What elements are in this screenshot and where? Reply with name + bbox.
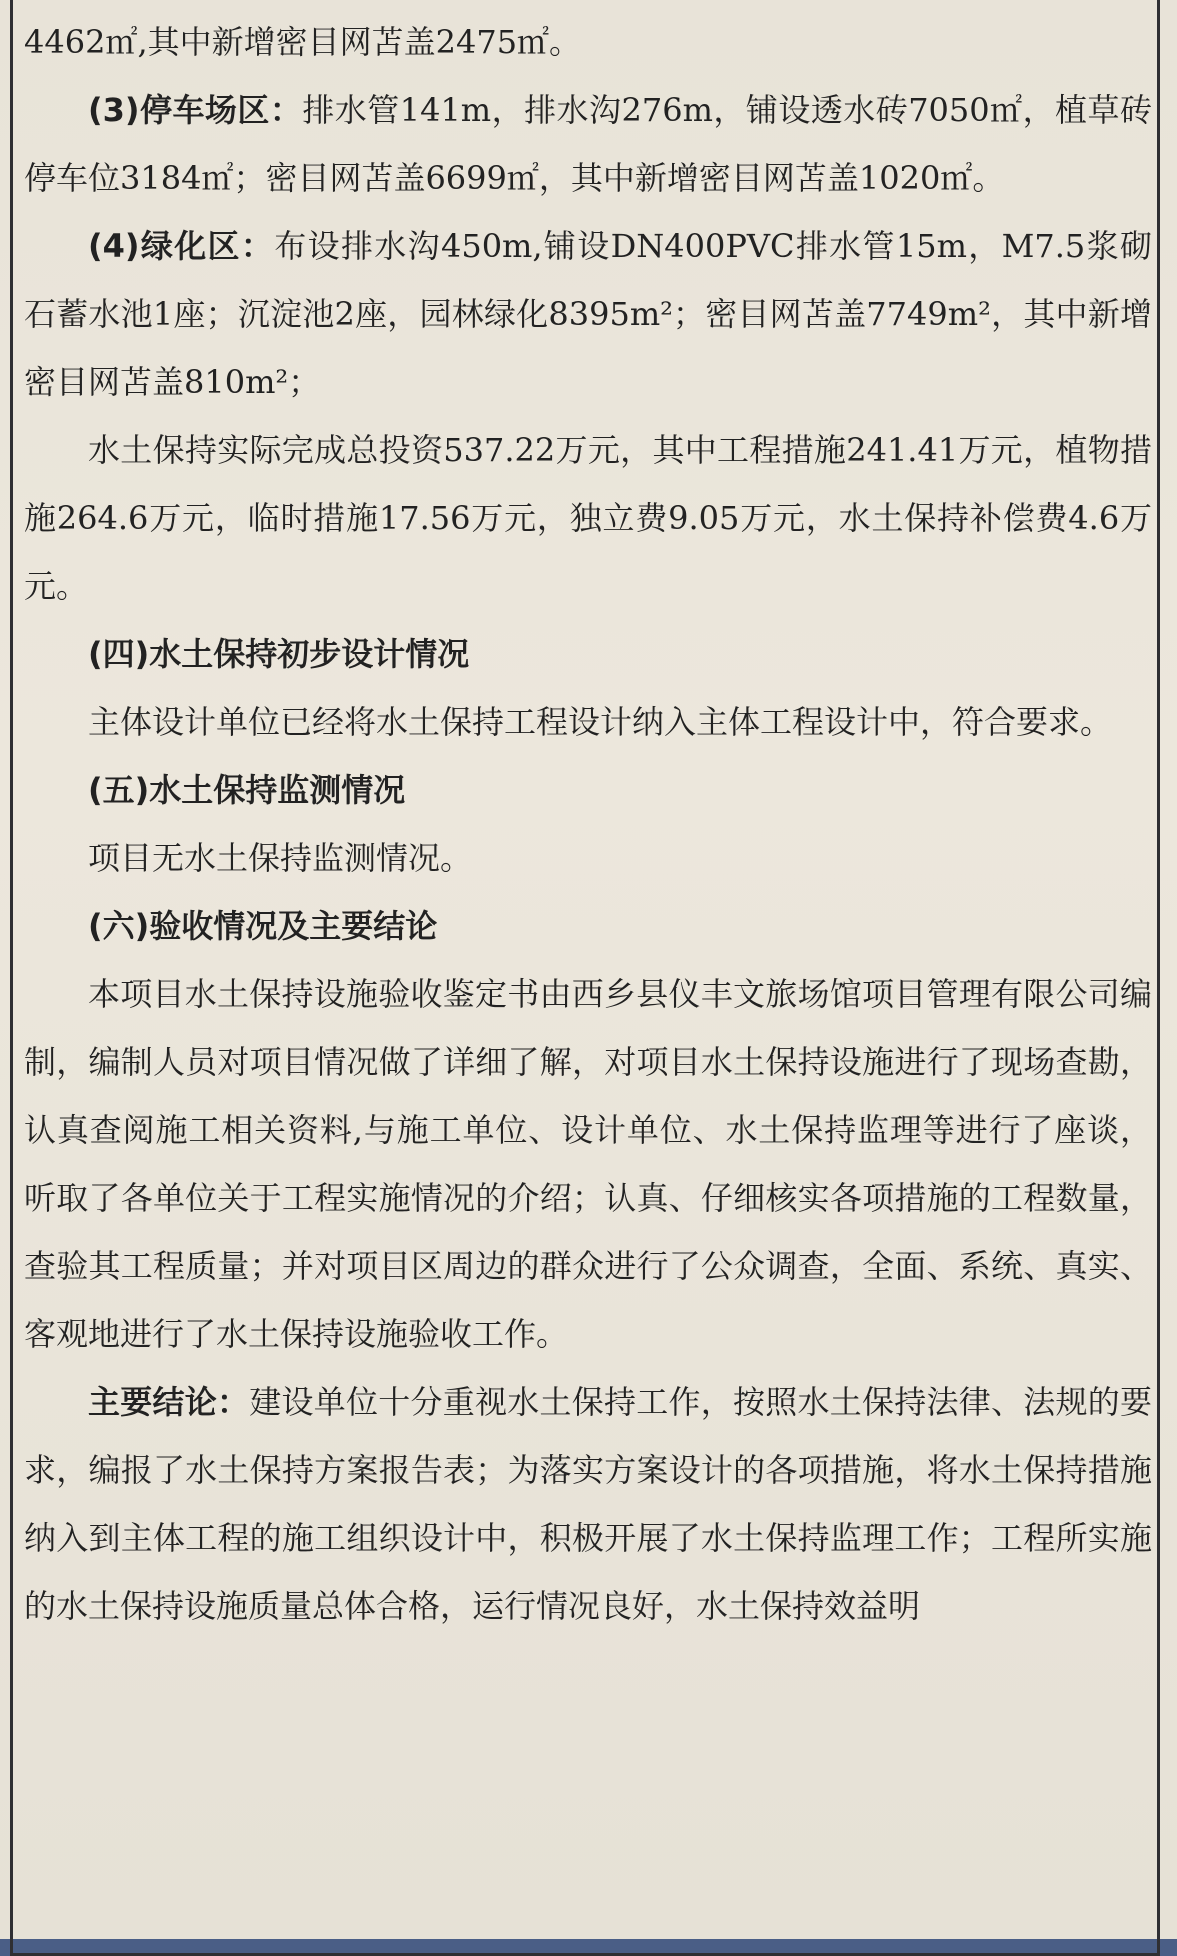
paragraph-continuation: 4462㎡,其中新增密目网苫盖2475㎡。	[24, 23, 582, 61]
document-body	[24, 8, 1152, 1640]
paragraph-monitoring: 项目无水土保持监测情况。	[88, 839, 473, 877]
main-conclusion-text: 建设单位十分重视水土保持工作，按照水土保持法律、法规的要求，编报了水土保持方案报告表；为落实方案设计的各项措施，将水土保持措施纳入到主体工程的施工组织设计中，积极开展了水土保持监理工作；工程所实施的水土保持设施质量总体合格，运行情况良好，水土保持效益明	[24, 1383, 1152, 1625]
parking-area-label: (3)停车场区：	[88, 91, 303, 129]
paragraph-main-conclusion	[24, 1368, 1152, 1640]
parking-area-text: 排水管141m，排水沟276m，铺设透水砖7050㎡，植草砖停车位3184㎡；密目网苫盖6699㎡，其中新增密目网苫盖1020㎡。	[24, 91, 1152, 197]
section-heading-acceptance: (六)验收情况及主要结论	[88, 907, 438, 945]
paragraph-preliminary-design: 主体设计单位已经将水土保持工程设计纳入主体工程设计中，符合要求。	[88, 703, 1113, 741]
main-conclusion-label: 主要结论：	[88, 1383, 250, 1421]
greening-area-label: (4)绿化区：	[88, 227, 275, 265]
section-heading-monitoring: (五)水土保持监测情况	[88, 771, 406, 809]
paragraph-acceptance: 本项目水土保持设施验收鉴定书由西乡县仪丰文旅场馆项目管理有限公司编制，编制人员对项目情况做了详细了解，对项目水土保持设施进行了现场查勘，认真查阅施工相关资料,与施工单位、设计单位、水土保持监理等进行了座谈，听取了各单位关于工程实施情况的介绍；认真、仔细核实各项措施的工程数量，查验其工程质量；并对项目区周边的群众进行了公众调查，全面、系统、真实、客观地进行了水土保持设施验收工作。	[24, 975, 1152, 1353]
section-heading-preliminary-design: (四)水土保持初步设计情况	[88, 635, 470, 673]
paragraph-greening-area	[24, 212, 1152, 416]
paragraph-parking-area	[24, 76, 1152, 212]
greening-area-text: 布设排水沟450m,铺设DN400PVC排水管15m，M7.5浆砌石蓄水池1座；沉淀池2座，园林绿化8395m²；密目网苫盖7749m²，其中新增密目网苫盖810m²；	[24, 227, 1152, 401]
paragraph-investment: 水土保持实际完成总投资537.22万元，其中工程措施241.41万元，植物措施264.6万元，临时措施17.56万元，独立费9.05万元，水土保持补偿费4.6万元。	[24, 431, 1152, 605]
